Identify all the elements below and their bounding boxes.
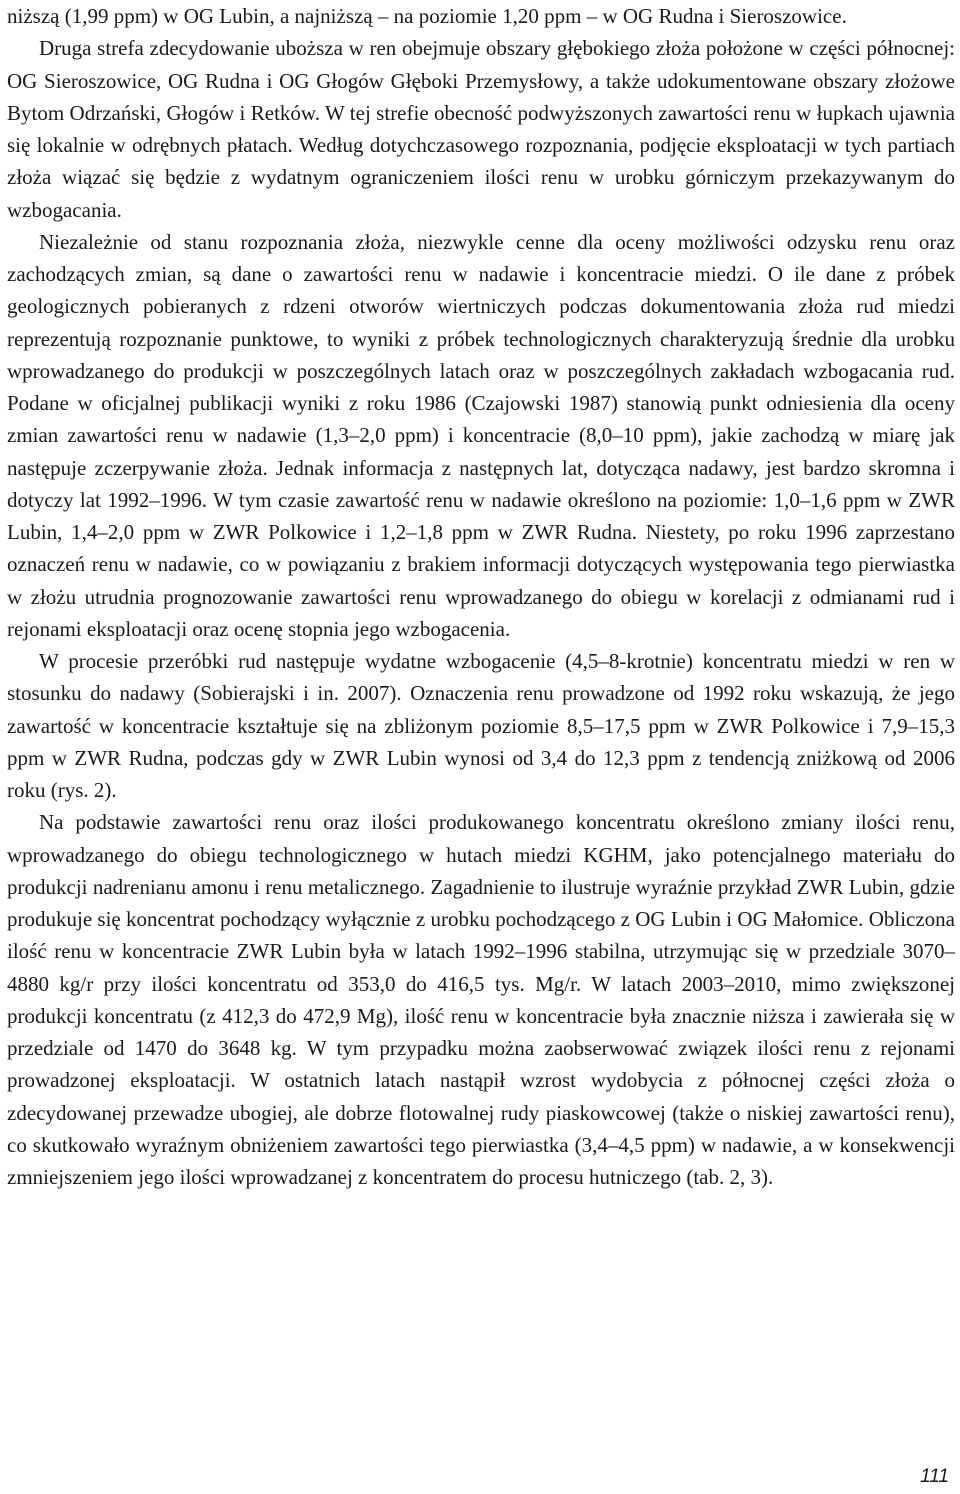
paragraph: Na podstawie zawartości renu oraz ilości produkowanego koncentratu określono zmiany ilości renu, wprowadzanego do obiegu technologicznego w hutach miedzi KGHM, jako potencjalnego materiału do produkcji nadrenianu amonu i renu metalicznego. Zagadnienie to ilustruje wyraźnie przykład ZWR Lubin, gdzie produkuje się koncentrat pochodzący wyłącznie z urobku pochodzącego z OG Lubin i OG Małomice. Obliczona ilość renu w koncentracie ZWR Lubin była w latach 1992–1996 stabilna, utrzymując się w przedziale 3070–4880 kg/r przy ilości koncentratu od 353,0 do 416,5 tys. Mg/r. W latach 2003–2010, mimo zwiększonej produkcji koncentratu (z 412,3 do 472,9 Mg), ilość renu w koncentracie była znacznie niższa i zawierała się w przedziale od 1470 do 3648 kg. W tym przypadku można zaobserwować związek ilości renu z rejonami prowadzonej eksploatacji. W ostatnich latach nastąpił wzrost wydobycia z północnej części złoża o zdecydowanej przewadze ubogiej, ale dobrze flotowalnej rudy piaskowcowej (także o niskiej zawartości renu), co skutkowało wyraźnym obniżeniem zawartości tego pierwiastka (3,4–4,5 ppm) w nadawie, a w konsekwencji zmniejszeniem jego ilości wprowadzanej z koncentratem do procesu hutniczego (tab. 2, 3). [7,810,955,1189]
body-text [7,0,955,1193]
paragraph: Niezależnie od stanu rozpoznania złoża, niezwykle cenne dla oceny możliwości odzysku renu oraz zachodzących zmian, są dane o zawartości renu w nadawie i koncentracie miedzi. O ile dane z próbek geologicznych pobieranych z rdzeni otworów wiertniczych podczas dokumentowania złoża rud miedzi reprezentują rozpoznanie punktowe, to wyniki z próbek technologicznych charakteryzują średnie dla urobku wprowadzanego do produkcji w poszczególnych latach oraz w poszczególnych zakładach wzbogacania rud. Podane w oficjalnej publikacji wyniki z roku 1986 (Czajowski 1987) stanowią punkt odniesienia dla oceny zmian zawartości renu w nadawie (1,3–2,0 ppm) i koncentracie (8,0–10 ppm), jakie zachodzą w miarę jak następuje zczerpywanie złoża. Jednak informacja z następnych lat, dotycząca nadawy, jest bardzo skromna i dotyczy lat 1992–1996. W tym czasie zawartość renu w nadawie określono na poziomie: 1,0–1,6 ppm w ZWR Lubin, 1,4–2,0 ppm w ZWR Polkowice i 1,2–1,8 ppm w ZWR Rudna. Niestety, po roku 1996 zaprzestano oznaczeń renu w nadawie, co w powiązaniu z brakiem informacji dotyczących występowania tego pierwiastka w złożu utrudnia prognozowanie zawartości renu wprowadzanego do obiegu w korelacji z odmianami rud i rejonami eksploatacji oraz ocenę stopnia jego wzbogacenia. [7,229,955,641]
paragraph-continuation: niższą (1,99 ppm) w OG Lubin, a najniższą – na poziomie 1,20 ppm – w OG Rudna i Sieroszowice. [7,4,847,28]
page-number: 111 [920,1466,949,1487]
paragraph: W procesie przeróbki rud następuje wydatne wzbogacenie (4,5–8-krotnie) koncentratu miedzi w ren w stosunku do nadawy (Sobierajski i in. 2007). Oznaczenia renu prowadzone od 1992 roku wskazują, że jego zawartość w koncentracie kształtuje się na zbliżonym poziomie 8,5–17,5 ppm w ZWR Polkowice i 7,9–15,3 ppm w ZWR Rudna, podczas gdy w ZWR Lubin wynosi od 3,4 do 12,3 ppm z tendencją zniżkową od 2006 roku (rys. 2). [7,649,955,802]
paragraph: Druga strefa zdecydowanie uboższa w ren obejmuje obszary głębokiego złoża położone w części północnej: OG Sieroszowice, OG Rudna i OG Głogów Głęboki Przemysłowy, a także udokumentowane obszary złożowe Bytom Odrzański, Głogów i Retków. W tej strefie obecność podwyższonych zawartości renu w łupkach ujawnia się lokalnie w odrębnych płatach. Według dotychczasowego rozpoznania, podjęcie eksploatacji w tych partiach złoża wiązać się będzie z wydatnym ograniczeniem ilości renu w urobku górniczym przekazywanym do wzbogacania. [7,36,955,222]
document-page [7,0,955,1494]
